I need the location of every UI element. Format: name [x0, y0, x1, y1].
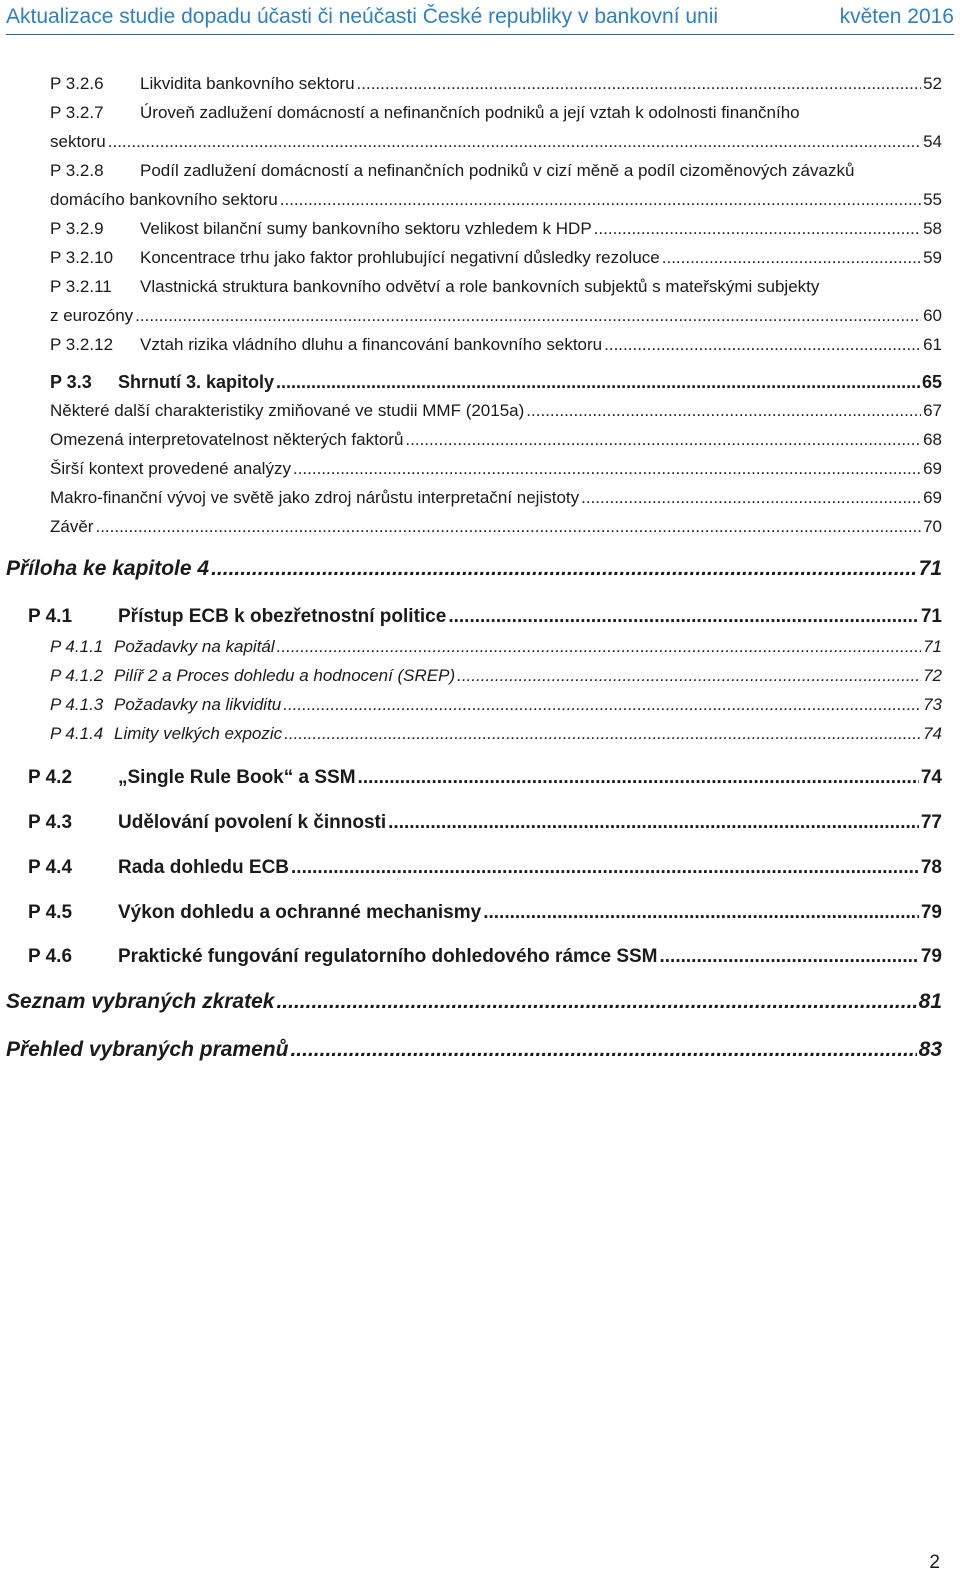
toc-entry-abbreviations[interactable]: [6, 990, 942, 1018]
toc-entry-number: P 4.3: [28, 812, 73, 833]
toc-entry-title: Omezená interpretovatelnost některých faktorů: [50, 430, 404, 449]
toc-entry-title-continued: sektoru: [50, 132, 106, 151]
toc-entry-page: 65: [921, 372, 942, 392]
dot-leader: [526, 401, 921, 421]
dot-leader: [284, 724, 921, 744]
dot-leader: [276, 372, 920, 393]
toc-entry-page: 67: [923, 401, 942, 420]
toc-entry-title-continued: domácího bankovního sektoru: [50, 190, 278, 209]
dot-leader: [95, 517, 921, 537]
dot-leader: [457, 666, 921, 686]
dot-leader: [211, 557, 917, 581]
toc-entry-title: Příloha ke kapitole 4: [6, 557, 210, 580]
toc-entry-title: Vlastnická struktura bankovního odvětví a role bankovních subjektů s mateřskými subjekty: [140, 277, 820, 296]
toc-entry-p3-2-9[interactable]: [50, 219, 942, 247]
toc-entry-p4-1-2[interactable]: [50, 666, 942, 694]
toc-entry-page: 74: [923, 724, 942, 743]
toc-entry-title: Přístup ECB k obezřetnostní politice: [118, 606, 447, 627]
dot-leader: [483, 902, 919, 924]
toc-entry-page: 69: [923, 459, 942, 478]
toc-entry-mmf-characteristics[interactable]: [50, 401, 942, 429]
dot-leader: [448, 606, 919, 628]
toc-entry-title: Praktické fungování regulatorního dohledového rámce SSM: [118, 946, 658, 967]
toc-entry-title: Limity velkých expozic: [114, 724, 283, 743]
toc-entry-p3-2-8[interactable]: [50, 190, 942, 218]
toc-entry-p4-6[interactable]: [28, 946, 942, 974]
toc-entry-title: Seznam vybraných zkratek: [6, 990, 275, 1013]
header-date: květen 2016: [839, 5, 954, 28]
toc-entry-p3-2-8-line1[interactable]: [50, 161, 942, 189]
toc-entry-number: P 3.2.9: [50, 219, 104, 238]
toc-entry-number: P 3.2.6: [50, 74, 104, 93]
toc-entry-macro-financial[interactable]: [50, 488, 942, 516]
dot-leader: [283, 695, 921, 715]
toc-entry-page: 61: [923, 335, 942, 354]
dot-leader: [277, 637, 921, 657]
toc-entry-number: P 3.2.8: [50, 161, 104, 180]
toc-entry-page: 71: [923, 637, 942, 656]
toc-entry-title: „Single Rule Book“ a SSM: [118, 767, 356, 788]
toc-entry-p3-3[interactable]: [50, 372, 942, 400]
toc-entry-page: 79: [920, 946, 942, 967]
toc-entry-title: Velikost bilanční sumy bankovního sektoru vzhledem k HDP: [140, 219, 592, 238]
toc-entry-title: Podíl zadlužení domácností a nefinančních podniků v cizí měně a podíl cizoměnových závazků: [140, 161, 855, 180]
toc-entry-page: 60: [923, 306, 942, 325]
toc-entry-conclusion[interactable]: [50, 517, 942, 545]
toc-entry-title: Úroveň zadlužení domácností a nefinančních podniků a její vztah k odolnosti finančního: [140, 103, 800, 122]
toc-entry-page: 54: [923, 132, 942, 151]
toc-entry-number: P 4.1.2: [50, 666, 104, 685]
toc-entry-p3-2-7-line1[interactable]: [50, 103, 942, 131]
toc-entry-limited-interpretability[interactable]: [50, 430, 942, 458]
toc-entry-wider-context[interactable]: [50, 459, 942, 487]
dot-leader: [388, 812, 919, 834]
toc-entry-p4-1-4[interactable]: [50, 724, 942, 752]
toc-entry-title: Některé další charakteristiky zmiňované ve studii MMF (2015a): [50, 401, 525, 420]
toc-entry-number: P 3.2.10: [50, 248, 114, 267]
toc-entry-title: Přehled vybraných pramenů: [6, 1038, 289, 1061]
dot-leader: [581, 488, 921, 508]
dot-leader: [280, 190, 921, 210]
toc-entry-page: 83: [918, 1038, 942, 1061]
toc-entry-number: P 4.4: [28, 857, 73, 878]
dot-leader: [276, 990, 916, 1014]
toc-entry-p3-2-12[interactable]: [50, 335, 942, 363]
toc-entry-p4-2[interactable]: [28, 767, 942, 795]
dot-leader: [108, 132, 921, 152]
toc-entry-page: 69: [923, 488, 942, 507]
toc-entry-title: Shrnutí 3. kapitoly: [118, 372, 275, 392]
toc-entry-number: P 4.1.3: [50, 695, 104, 714]
running-header: [6, 2, 954, 35]
toc-entry-title: Pilíř 2 a Proces dohledu a hodnocení (SREP): [114, 666, 456, 685]
dot-leader: [290, 1038, 916, 1062]
toc-entry-p3-2-11[interactable]: [50, 306, 942, 334]
dot-leader: [291, 857, 919, 879]
toc-entry-page: 73: [923, 695, 942, 714]
toc-entry-title: Makro-finanční vývoj ve světě jako zdroj nárůstu interpretační nejistoty: [50, 488, 580, 507]
toc-entry-number: P 3.2.11: [50, 277, 112, 296]
toc-entry-p3-2-11-line1[interactable]: [50, 277, 942, 305]
toc-entry-title: Širší kontext provedené analýzy: [50, 459, 291, 478]
toc-entry-number: P 4.2: [28, 767, 73, 788]
toc-entry-page: 81: [918, 990, 942, 1013]
toc-entry-title: Likvidita bankovního sektoru: [140, 74, 355, 93]
toc-entry-title: Požadavky na likviditu: [114, 695, 282, 714]
toc-entry-number: P 4.1.1: [50, 637, 104, 656]
toc-entry-p4-1-3[interactable]: [50, 695, 942, 723]
dot-leader: [357, 74, 922, 94]
toc-entry-page: 78: [920, 857, 942, 878]
toc-entry-page: 58: [923, 219, 942, 238]
page-number: 2: [929, 1552, 940, 1573]
dot-leader: [135, 306, 921, 326]
toc-entry-p3-2-7[interactable]: [50, 132, 942, 160]
header-title: Aktualizace studie dopadu účasti či neúčasti České republiky v bankovní unii: [6, 5, 719, 28]
toc-entry-title: Udělování povolení k činnosti: [118, 812, 387, 833]
toc-entry-page: 74: [920, 767, 942, 788]
toc-entry-number: P 3.3: [50, 372, 92, 392]
toc-entry-number: P 3.2.7: [50, 103, 104, 122]
toc-entry-page: 55: [923, 190, 942, 209]
toc-entry-title: Požadavky na kapitál: [114, 637, 275, 656]
toc-entry-number: P 4.1.4: [50, 724, 104, 743]
toc-entry-number: P 3.2.12: [50, 335, 114, 354]
dot-leader: [358, 767, 919, 789]
dot-leader: [405, 430, 921, 450]
toc-entry-title: Koncentrace trhu jako faktor prohlubující negativní důsledky rezoluce: [140, 248, 660, 267]
dot-leader: [594, 219, 921, 239]
toc-entry-sources[interactable]: [6, 1038, 942, 1066]
toc-entry-page: 70: [923, 517, 942, 536]
dot-leader: [662, 248, 921, 268]
toc-entry-page: 68: [923, 430, 942, 449]
toc-entry-number: P 4.5: [28, 902, 73, 923]
toc-entry-p3-2-10[interactable]: [50, 248, 942, 276]
toc-entry-title: Vztah rizika vládního dluhu a financování bankovního sektoru: [140, 335, 603, 354]
toc-entry-page: 71: [918, 557, 942, 580]
toc-entry-p4-4[interactable]: [28, 857, 942, 885]
toc-entry-page: 72: [923, 666, 942, 685]
toc-entry-p4-3[interactable]: [28, 812, 942, 840]
toc-entry-title: Výkon dohledu a ochranné mechanismy: [118, 902, 482, 923]
toc-entry-number: P 4.1: [28, 606, 73, 627]
toc-entry-p4-5[interactable]: [28, 902, 942, 930]
toc-entry-p3-2-6[interactable]: [50, 74, 942, 102]
toc-entry-title: Závěr: [50, 517, 94, 536]
toc-entry-title-continued: z eurozóny: [50, 306, 134, 325]
toc-entry-page: 77: [920, 812, 942, 833]
toc-entry-p4-1-1[interactable]: [50, 637, 942, 665]
dot-leader: [660, 946, 919, 968]
toc-entry-number: P 4.6: [28, 946, 73, 967]
toc-entry-page: 59: [923, 248, 942, 267]
dot-leader: [293, 459, 921, 479]
toc-entry-p4-1[interactable]: [28, 606, 942, 634]
toc-entry-appendix-ch4[interactable]: [6, 557, 942, 585]
toc-entry-page: 71: [920, 606, 942, 627]
toc-entry-page: 79: [920, 902, 942, 923]
dot-leader: [604, 335, 921, 355]
toc-entry-title: Rada dohledu ECB: [118, 857, 290, 878]
toc-entry-page: 52: [923, 74, 942, 93]
